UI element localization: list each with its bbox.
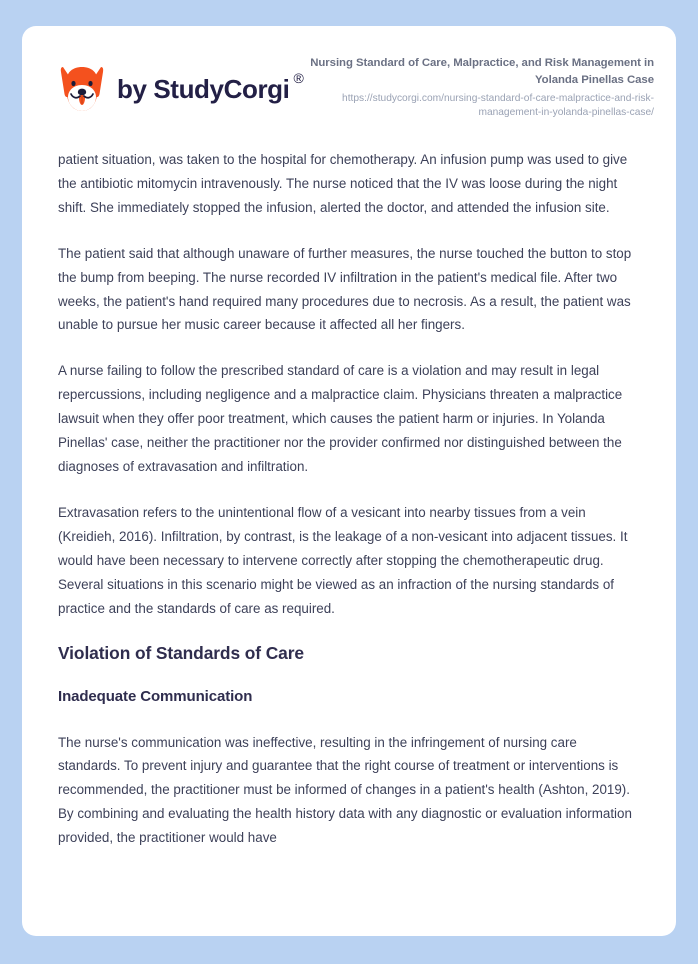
brand-name-label: by StudyCorgi xyxy=(117,74,290,104)
corgi-logo-icon xyxy=(58,63,106,115)
body-paragraph-1: patient situation, was taken to the hospital for chemotherapy. An infusion pump was used to give the antibiotic mitomycin intravenously. The nurse noticed that the IV was loose during the night shift. She immediately stopped the infusion, alerted the doctor, and attended the infusion site. xyxy=(58,152,628,215)
subsection-heading-inadequate-communication: Inadequate Communication xyxy=(58,688,253,706)
body-paragraph-5: The nurse's communication was ineffective, resulting in the infringement of nursing care standards. To prevent injury and guarantee that the right course of treatment or interventions is recommended, the practitioner must be informed of changes in a patient's health (Ashton, 2019). By combining and evaluating the health history data with any diagnostic or evaluation information provided, the practitioner would have xyxy=(58,734,632,846)
registered-trademark-icon: ® xyxy=(293,70,304,86)
section-heading-violation-of-standards-of-care: Violation of Standards of Care xyxy=(58,643,304,664)
document-title: Nursing Standard of Care, Malpractice, and Risk Management in Yolanda Pinellas Case xyxy=(310,57,654,86)
body-paragraph-3: A nurse failing to follow the prescribed standard of care is a violation and may result in legal repercussions, including negligence and a malpractice claim. Physicians threaten a malpractice lawsuit when they offer poor treatment, which causes the patient harm or injuries. In Yolanda Pinellas' case, neither the practitioner nor the provider confirmed nor distinguished between the diagnoses of extravasation and infiltration. xyxy=(58,363,623,474)
document-header xyxy=(22,26,676,148)
brand-wordmark xyxy=(117,70,304,104)
brand-block[interactable] xyxy=(58,63,303,115)
body-paragraph-2: The patient said that although unaware of further measures, the nurse touched the button to stop the bump from beeping. The nurse recorded IV infiltration in the patient's medical file. After two weeks, the patient's hand required many procedures due to necrosis. As a result, the patient was unable to pursue her music career because it affected all her fingers. xyxy=(58,245,632,333)
document-body xyxy=(22,148,676,850)
document-page xyxy=(22,26,676,936)
document-url[interactable]: https://studycorgi.com/nursing-standard-of-care-malpractice-and-risk-management-in-yolanda-pinellas-case/ xyxy=(342,92,654,119)
header-meta xyxy=(303,53,654,120)
body-paragraph-4: Extravasation refers to the unintentional flow of a vesicant into nearby tissues from a vein (Kreidieh, 2016). Infiltration, by contrast, is the leakage of a non-vesicant into adjacent tissues. It would have been necessary to intervene correctly after stopping the chemotherapeutic drug. Several situations in this scenario might be viewed as an infraction of the nursing standards of practice and the standards of care as required. xyxy=(58,504,628,616)
